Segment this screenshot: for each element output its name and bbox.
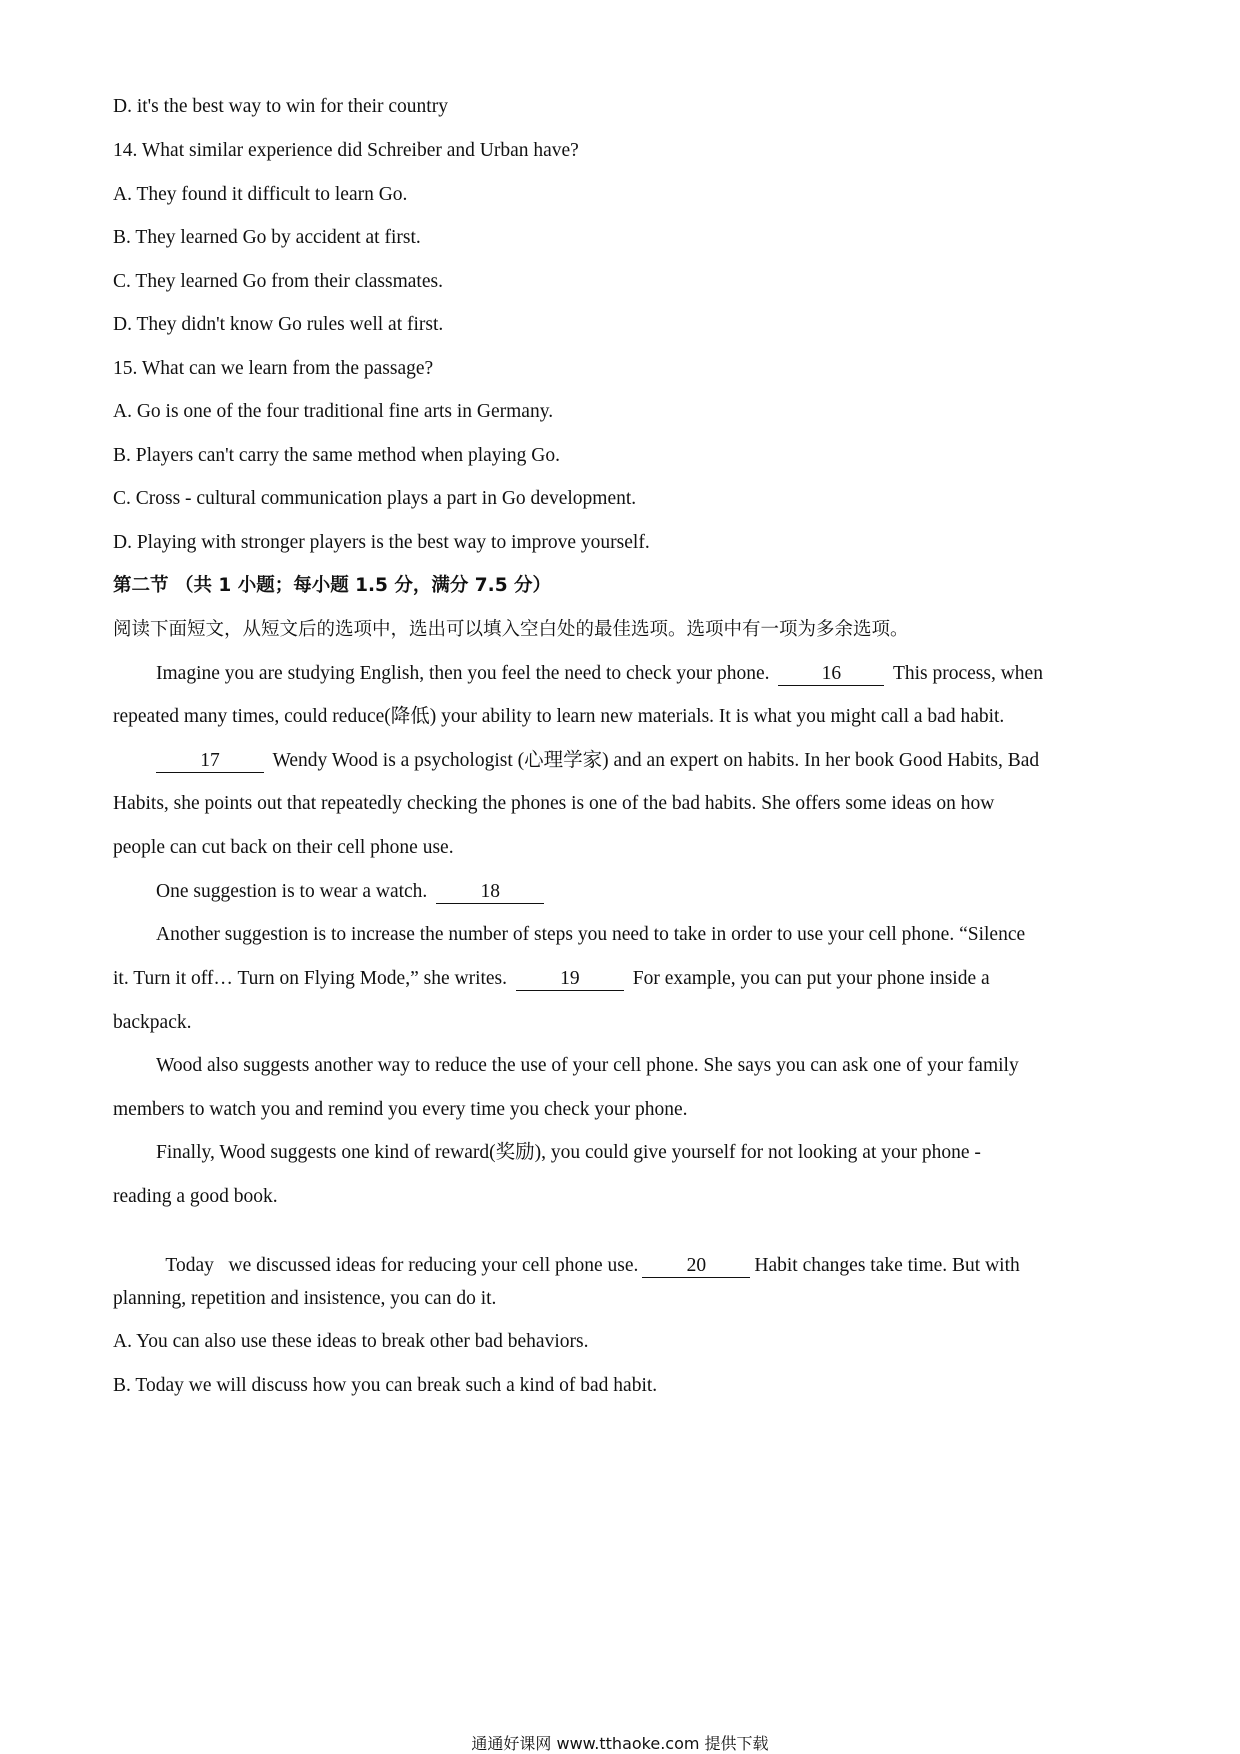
passage-text: Imagine you are studying English, then you feel the need to check your phone. (156, 663, 770, 684)
answer-blank: 20 (642, 1255, 750, 1278)
passage-line: backpack. (113, 1012, 192, 1033)
answer-blank: 18 (436, 881, 544, 904)
passage-line: Wood also suggests another way to reduce the use of your cell phone. She says you can ask one of your family (156, 1055, 1019, 1076)
q15-option-a: A. Go is one of the four traditional fine arts in Germany. (113, 401, 554, 422)
q14-option-a: A. They found it difficult to learn Go. (113, 184, 408, 205)
passage-line: reading a good book. (113, 1186, 278, 1207)
answer-blank: 17 (156, 750, 264, 773)
section-instructions: 阅读下面短文，从短文后的选项中，选出可以填入空白处的最佳选项。选项中有一项为多余选项。 (113, 619, 909, 640)
passage-text: This process, when (892, 663, 1043, 684)
passage-line: Finally, Wood suggests one kind of reward(奖励), you could give yourself for not looking at your phone - (156, 1142, 981, 1163)
passage-line (113, 966, 990, 992)
passage-line: Another suggestion is to increase the number of steps you need to take in order to use your cell phone. “Silence (156, 924, 1026, 945)
passage-text: it. Turn it off… Turn on Flying Mode,” she writes. (113, 968, 508, 989)
q15-option-c: C. Cross - cultural communication plays a part in Go development. (113, 488, 637, 509)
option-a: A. You can also use these ideas to break other bad behaviors. (113, 1331, 589, 1352)
answer-blank: 19 (516, 968, 624, 991)
q14-stem: 14. What similar experience did Schreiber and Urban have? (113, 140, 579, 161)
q14-option-d: D. They didn't know Go rules well at first. (113, 314, 444, 335)
passage-text: Wendy Wood is a psychologist (心理学家) and an expert on habits. In her book Good Habits, Bad (272, 750, 1040, 771)
passage-text: For example, you can put your phone inside a (632, 968, 990, 989)
section-heading: 第二节 （共 1 小题；每小题 1.5 分，满分 7.5 分） (113, 575, 552, 596)
passage-line (156, 879, 548, 905)
passage-line: people can cut back on their cell phone use. (113, 837, 454, 858)
q14-option-b: B. They learned Go by accident at first. (113, 227, 421, 248)
q15-stem: 15. What can we learn from the passage? (113, 358, 434, 379)
passage-line (156, 661, 1043, 687)
option-b: B. Today we will discuss how you can break such a kind of bad habit. (113, 1375, 658, 1396)
q13-option-d: D. it's the best way to win for their country (113, 96, 448, 117)
page-footer: 通通好课网 www.tthaoke.com 提供下载 (471, 1734, 769, 1753)
passage-line: repeated many times, could reduce(降低) your ability to learn new materials. It is what you might call a bad habit. (113, 706, 1005, 727)
passage-text: Habit changes take time. But with (754, 1255, 1020, 1276)
q15-option-d: D. Playing with stronger players is the best way to improve yourself. (113, 532, 650, 553)
passage-text: Today we discussed ideas for reducing your cell phone use. (165, 1255, 639, 1276)
q15-option-b: B. Players can't carry the same method when playing Go. (113, 445, 561, 466)
passage-line (156, 748, 1039, 774)
passage-line: Habits, she points out that repeatedly checking the phones is one of the bad habits. She offers some ideas on how (113, 793, 995, 814)
answer-blank: 16 (778, 663, 884, 686)
passage-text: One suggestion is to wear a watch. (156, 881, 428, 902)
passage-line: planning, repetition and insistence, you can do it. (113, 1288, 497, 1309)
passage-line: members to watch you and remind you every time you check your phone. (113, 1099, 688, 1120)
q14-option-c: C. They learned Go from their classmates. (113, 271, 443, 292)
passage-line (156, 1227, 1020, 1279)
